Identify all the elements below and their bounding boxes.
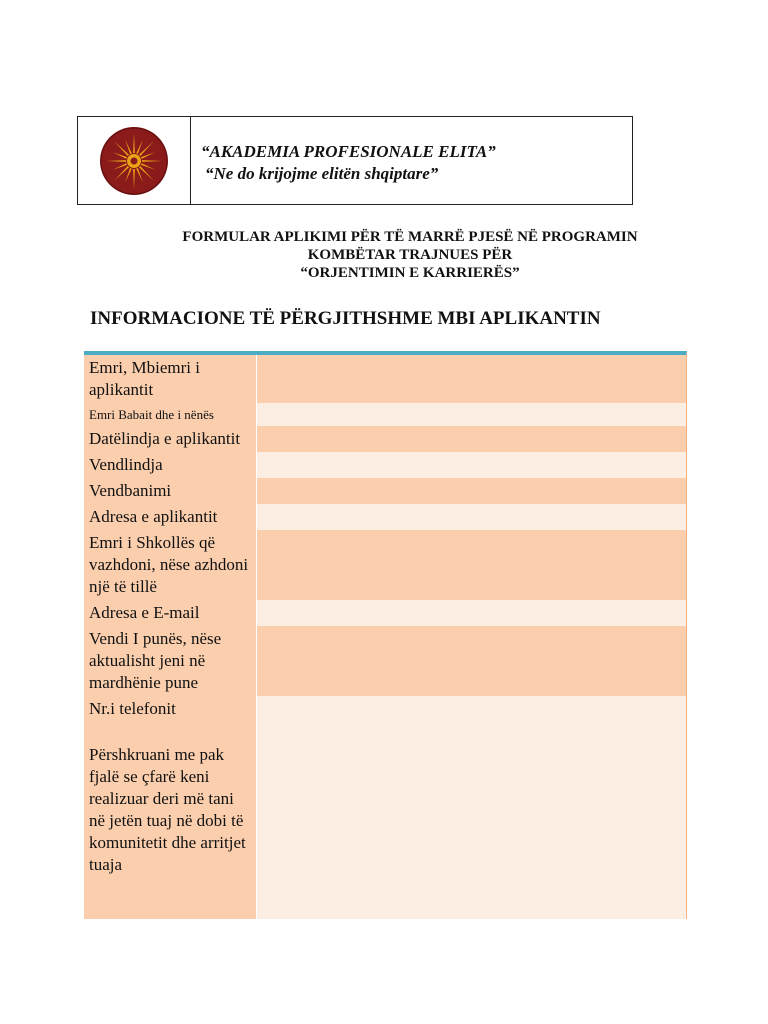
field-input-birthdate[interactable] [257,426,686,452]
field-input-school[interactable] [257,530,686,600]
vergina-sun-icon [99,126,169,196]
form-row [84,426,686,452]
form-row [84,355,686,403]
field-label-school: Emri i Shkollës që vazhdoni, nëse azhdoni një të tillë [84,530,257,600]
form-title-line-3: “ORJENTIMIN E KARRIERËS” [300,265,520,281]
form-row [84,530,686,600]
field-label-phone: Nr.i telefonit [84,696,257,722]
field-label-email: Adresa e E-mail [84,600,257,626]
form-row [84,504,686,530]
field-input-achievements[interactable] [257,722,686,919]
header-box [77,116,633,205]
form-row [84,626,686,696]
form-row [84,478,686,504]
field-input-parents[interactable] [257,403,686,426]
motto: “Ne do krijojme elitën shqiptare” [205,164,439,183]
form-title-line-2: KOMBËTAR TRAJNUES PËR [307,247,513,263]
field-input-address[interactable] [257,504,686,530]
field-input-residence[interactable] [257,478,686,504]
field-input-name[interactable] [257,355,686,403]
field-input-email[interactable] [257,600,686,626]
field-label-address: Adresa e aplikantit [84,504,257,530]
form-row [84,722,686,919]
section-heading: INFORMACIONE TË PËRGJITHSHME MBI APLIKANTIN [90,308,601,329]
field-label-residence: Vendbanimi [84,478,257,504]
org-name: “AKADEMIA PROFESIONALE ELITA” [201,142,496,161]
field-input-birthplace[interactable] [257,452,686,478]
applicant-form-table [84,351,687,919]
field-input-phone[interactable] [257,696,686,722]
field-label-parents: Emri Babait dhe i nënës [84,403,257,426]
field-label-name: Emri, Mbiemri i aplikantit [84,355,257,403]
form-title-line-1: FORMULAR APLIKIMI PËR TË MARRË PJESË NË PROGRAMIN [182,229,638,245]
form-row [84,600,686,626]
title-cell [191,117,496,204]
field-label-birthplace: Vendlindja [84,452,257,478]
logo-cell [78,117,191,204]
field-label-achievements: Përshkruani me pak fjalë se çfarë keni realizuar deri më tani në jetën tuaj në dobi të komunitetit dhe arritjet tuaja [84,722,257,919]
form-title [100,228,720,282]
form-row [84,403,686,426]
form-row [84,696,686,722]
field-label-workplace: Vendi I punës, nëse aktualisht jeni në mardhënie pune [84,626,257,696]
field-label-birthdate: Datëlindja e aplikantit [84,426,257,452]
field-input-workplace[interactable] [257,626,686,696]
form-row [84,452,686,478]
